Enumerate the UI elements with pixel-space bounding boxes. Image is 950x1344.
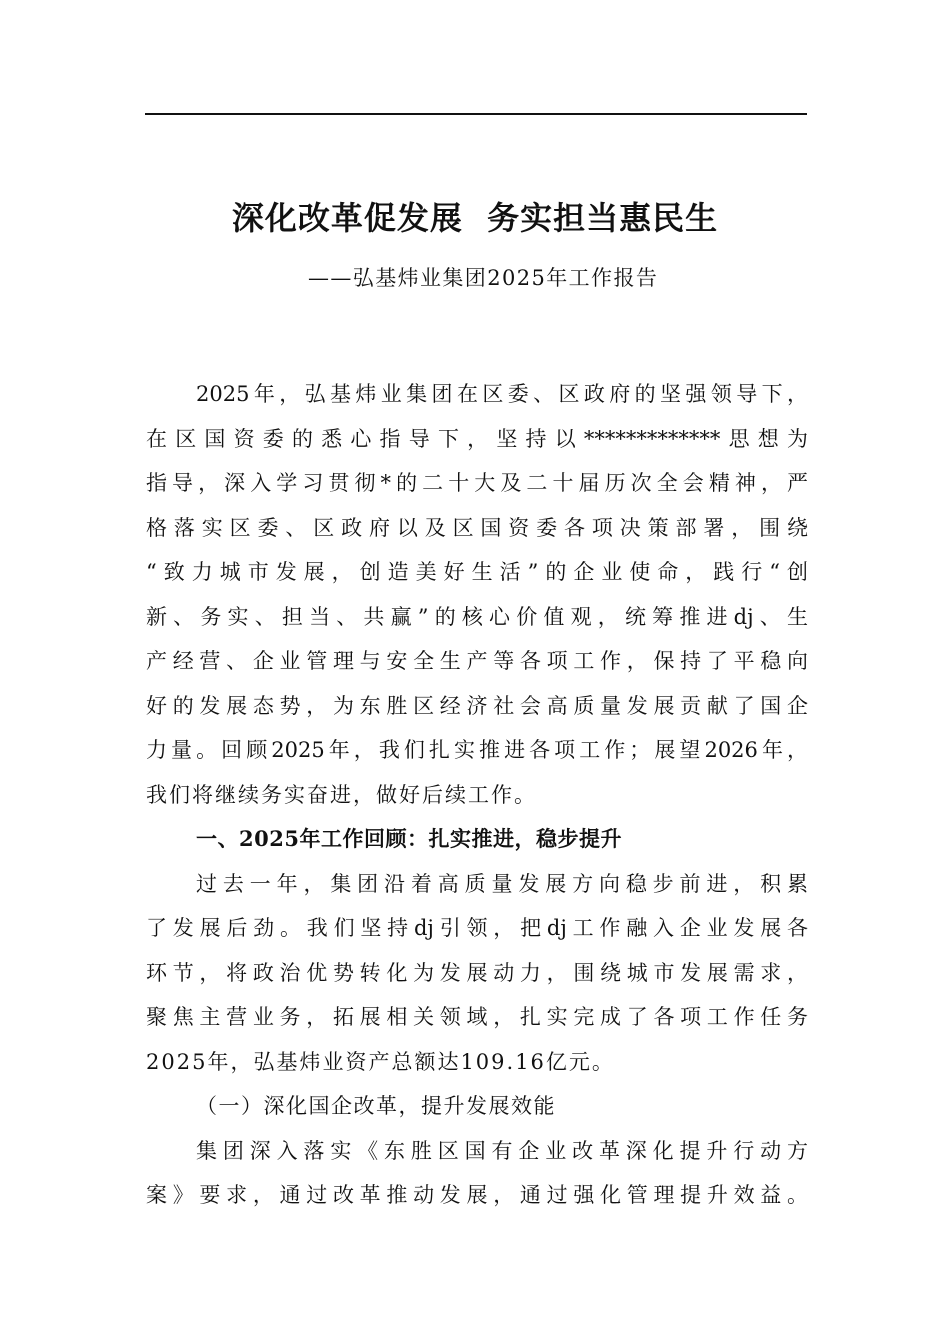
paragraph-line: 案》要求，通过改革推动发展，通过强化管理提升效益。 [146,1183,808,1207]
paragraph-line: 集团深入落实《东胜区国有企业改革深化提升行动方 [196,1138,808,1163]
paragraph-line: 指导，深入学习贯彻*的二十大及二十届历次全会精神，严 [146,471,808,495]
header-rule [145,113,807,115]
paragraph-line: 好的发展态势，为东胜区经济社会高质量发展贡献了国企 [146,693,808,718]
paragraph-line: 在区国资委的悉心指导下，坚持以*************思想为 [146,426,808,451]
paragraph-line: 聚焦主营业务，拓展相关领域，扎实完成了各项工作任务 [146,1005,808,1029]
paragraph-line: 产经营、企业管理与安全生产等各项工作，保持了平稳向 [146,649,808,673]
paragraph-line: 2025年，弘基炜业集团在区委、区政府的坚强领导下， [196,382,808,406]
paragraph-line: 2025年，弘基炜业资产总额达109.16亿元。 [146,1049,615,1074]
paragraph-line: 我们将继续务实奋进，做好后续工作。 [146,782,537,807]
paragraph-line: 过去一年，集团沿着高质量发展方向稳步前进，积累 [196,871,808,896]
paragraph-line: 新、务实、担当、共赢”的核心价值观，统筹推进dj、生 [146,604,808,629]
document-body [146,372,808,1218]
document-subtitle: ——弘基炜业集团2025年工作报告 [308,266,659,290]
paragraph-line: “致力城市发展，创造美好生活”的企业使命，践行“创 [146,560,808,584]
paragraph-line: 了发展后劲。我们坚持dj引领，把dj工作融入企业发展各 [146,916,808,940]
paragraph-line: 力量。回顾2025年，我们扎实推进各项工作；展望2026年， [146,738,808,762]
paragraph-line: 格落实区委、区政府以及区国资委各项决策部署，围绕 [146,515,808,540]
subsection-heading: （一）深化国企改革，提升发展效能 [196,1094,556,1118]
document-title: 深化改革促发展 务实担当惠民生 [231,199,719,237]
section-heading: 一、2025年工作回顾：扎实推进，稳步提升 [196,826,622,851]
paragraph-line: 环节，将政治优势转化为发展动力，围绕城市发展需求， [146,960,808,985]
